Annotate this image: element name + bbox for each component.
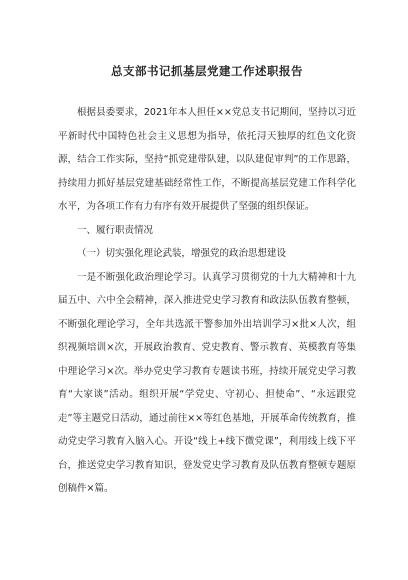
body-paragraph: 一是不断强化政治理论学习。认真学习贯彻党的十九大精神和十九届五中、六中全会精神，深入推进党史学习教育和政法队伍教育整顿，不断强化理论学习，全年共选派干警参加外出培训学习×批×人次，组织视频培训×次，开展政治教育、党史教育、警示教育、英模教育等集中理论学习×次。举办党史学习教育专题读书班，持续开展党史学习教育“大家谈”活动。组织开展“学党史、守初心、担使命”、“永远跟党走”等主题党日活动，通过前往××等红色基地，开展革命传统教育，推动党史学习教育入脑入心。开设“线上+线下微党课”，利用线上线下平台，推送党史学习教育知识，登发党史学习教育及队伍教育整顿专题原创稿件×篇。 [58, 271, 356, 494]
subsection-heading: （一）切实强化理论武装，增强党的政治思想建设 [77, 248, 287, 259]
section-heading: 一、履行职责情况 [77, 224, 154, 236]
intro-paragraph: 根据县委要求，2021年本人担任××党总支书记期间，坚持以习近平新时代中国特色社会主义思想为指导，依托浔天独厚的红色文化资源，结合工作实际，坚持“抓党建带队建，以队建促审判”的工作思路，持续用力抓好基层党建基础经常性工作，不断提高基层党建工作科学化水平，为各项工作有力有序有效开展提供了坚强的组织保证。 [58, 107, 356, 212]
document-title: 总支部书记抓基层党建工作述职报告 [111, 64, 303, 78]
